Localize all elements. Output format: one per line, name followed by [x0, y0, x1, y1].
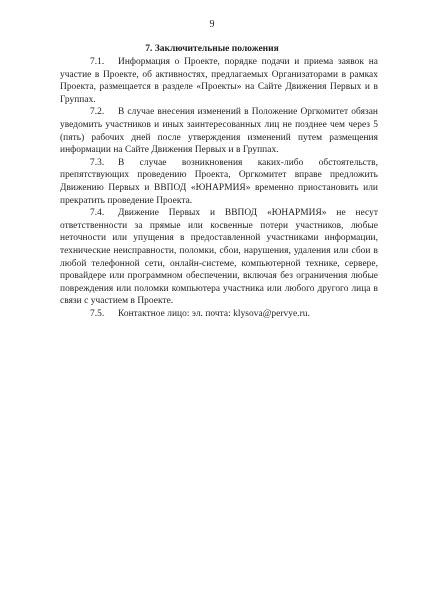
paragraph-7-3 — [60, 157, 378, 207]
paragraph-text: В случае внесения изменений в Положение Оргкомитет обязан уведомить участников и иных заинтересованных лиц не позднее чем через 5 (пять) рабочих дней после утверждения изменений путем размещения информации на Сайте Движения Первых и в Группах. — [60, 107, 378, 156]
paragraph-text: Контактное лицо: эл. почта: klysova@pervye.ru. — [118, 308, 310, 319]
paragraph-text: В случае возникновения каких-либо обстоятельств, препятствующих проведению Проекта, Оргкомитет вправе предложить Движению Первых и ВВПОД «ЮНАРМИЯ» временно приостановить или прекратить проведение Проекта. — [60, 157, 378, 206]
paragraph-number: 7.1. — [90, 57, 105, 67]
section-title: 7. Заключительные положения — [145, 44, 279, 54]
paragraph-7-2 — [60, 106, 378, 156]
paragraph-number: 7.2. — [90, 107, 105, 118]
paragraph-number: 7.3. — [90, 157, 105, 168]
paragraph-7-5 — [60, 308, 378, 321]
paragraph-text: Информация о Проекте, порядке подачи и приема заявок на участие в Проекте, об активностях, предлагаемых Организаторами в рамках Проекта, размещается в разделе «Проекты» на Сайте Движения Первых и в Группах. — [60, 57, 378, 105]
paragraph-7-1 — [60, 56, 378, 106]
document-body — [60, 56, 378, 320]
paragraph-text: Движение Первых и ВВПОД «ЮНАРМИЯ» не несут ответственности за прямые или косвенные потери участников, любые неточности или упущения в предоставленной участниками информации, технические неисправности, поломки, сбои, нарушения, удаления или сбои в любой телефонной сети, онлайн-системе, компьютерной технике, сервере, провайдере или программном обеспечении, включая без ограничения любые повреждения или поломки компьютера участника или любого другого лица в связи с участием в Проекте. — [60, 208, 378, 307]
paragraph-number: 7.4. — [90, 208, 105, 219]
page-number: 9 — [209, 19, 215, 30]
paragraph-number: 7.5. — [90, 308, 105, 319]
paragraph-7-4 — [60, 207, 378, 308]
